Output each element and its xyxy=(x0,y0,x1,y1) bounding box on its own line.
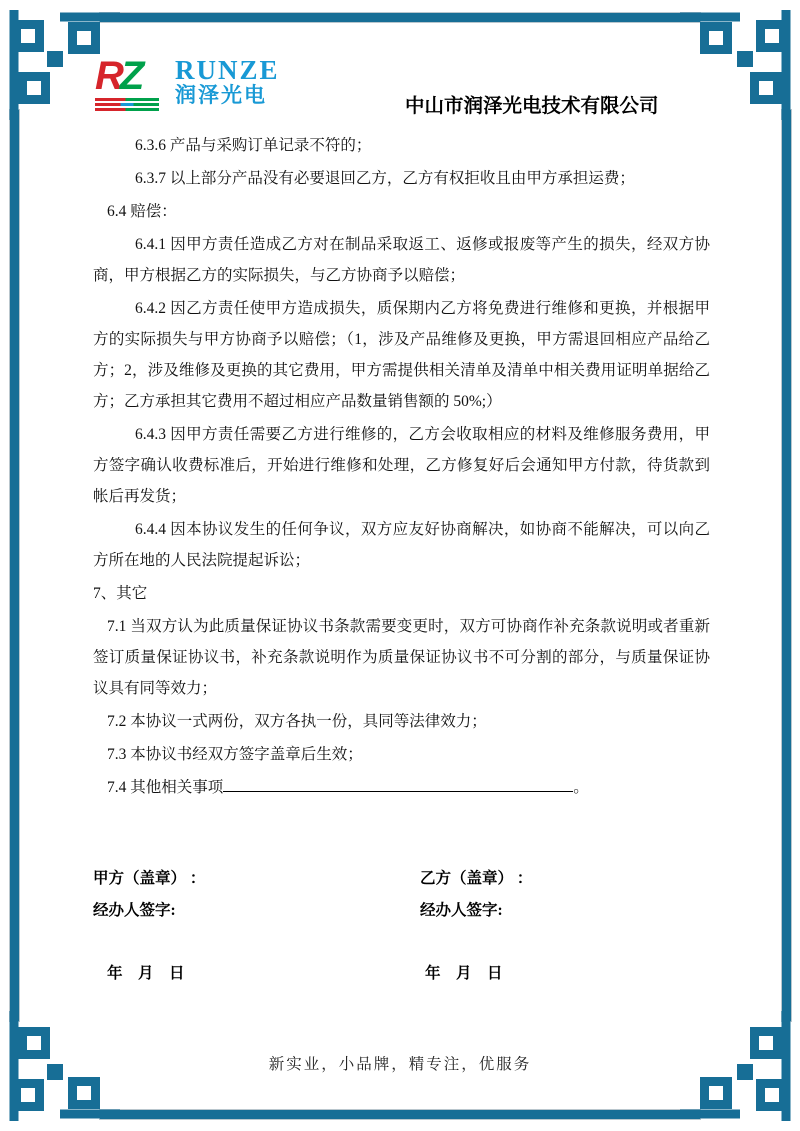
logo-stripes-icon xyxy=(95,98,159,111)
clause-7-4-period: 。 xyxy=(573,779,589,796)
clause-7-1: 7.1 当双方认为此质量保证协议书条款需要变更时，双方可协商作补充条款说明或者重新签订质量保证协议书，补充条款说明作为质量保证协议书不可分割的部分，与质量保证协议具有同等效力； xyxy=(93,618,710,697)
company-name-title: 中山市润泽光电技术有限公司 xyxy=(405,95,659,117)
company-logo xyxy=(95,56,280,113)
header xyxy=(0,0,800,124)
clause-7-2: 7.2 本协议一式两份，双方各执一份，具同等法律效力； xyxy=(107,713,487,730)
logo-letter-z: Z xyxy=(119,54,141,98)
party-a-seal-label: 甲方（盖章） ： xyxy=(93,870,206,887)
frame-bottom-band xyxy=(100,1110,700,1119)
clause-6-4-3: 6.4.3 因甲方责任需要乙方进行维修的，乙方会收取相应的材料及维修服务费用，甲方签字确认收费标准后，开始进行维修和处理，乙方修复好后会通知甲方付款，待货款到帐后再发货； xyxy=(93,426,710,505)
party-b-seal-label: 乙方（盖章） ： xyxy=(420,870,533,887)
logo-letter-r: R xyxy=(95,54,120,98)
party-a-date-label: 年 月 日 xyxy=(107,965,185,982)
clause-6-4-2: 6.4.2 因乙方责任使甲方造成损失，质保期内乙方将免费进行维修和更换，并根据甲方的实际损失与甲方协商予以赔偿；（1，涉及产品维修及更换，甲方需退回相应产品给乙方；2，涉及维修及更换的其它费用，甲方需提供相关清单及清单中相关费用证明单据给乙方；乙方承担其它费用不超过相应产品数量销售额的 50%;） xyxy=(93,300,710,410)
clause-6-4-1: 6.4.1 因甲方责任造成乙方对在制品采取返工、返修或报废等产生的损失，经双方协商，甲方根据乙方的实际损失，与乙方协商予以赔偿； xyxy=(93,236,710,284)
document-body xyxy=(0,124,800,803)
clause-7-4 xyxy=(93,772,710,803)
clause-6-3-7: 6.3.7 以上部分产品没有必要退回乙方，乙方有权拒收且由甲方承担运费； xyxy=(135,170,635,187)
logo-name-en: RUNZE xyxy=(175,55,280,85)
footer-slogan: 新实业，小品牌，精专注，优服务 xyxy=(268,1056,532,1073)
party-a-signer-label: 经办人签字: xyxy=(93,902,176,919)
clause-6-4: 6.4 赔偿： xyxy=(107,203,177,220)
party-b-signer-label: 经办人签字: xyxy=(420,902,503,919)
clause-6-4-4: 6.4.4 因本协议发生的任何争议，双方应友好协商解决，如协商不能解决，可以向乙方所在地的人民法院提起诉讼； xyxy=(93,521,710,569)
logo-name-cn: 润泽光电 xyxy=(175,84,267,107)
logo-rz-mark-icon xyxy=(95,56,165,113)
signature-block xyxy=(0,863,800,990)
logo-text xyxy=(175,56,280,108)
clause-7-3: 7.3 本协议书经双方签字盖章后生效； xyxy=(107,746,363,763)
fill-in-blank xyxy=(223,777,573,792)
clause-7-4-label: 7.4 其他相关事项 xyxy=(107,779,224,796)
party-b-date-label: 年 月 日 xyxy=(425,965,503,982)
clause-6-3-6: 6.3.6 产品与采购订单记录不符的； xyxy=(135,137,372,154)
section-7-heading: 7、其它 xyxy=(93,585,148,602)
